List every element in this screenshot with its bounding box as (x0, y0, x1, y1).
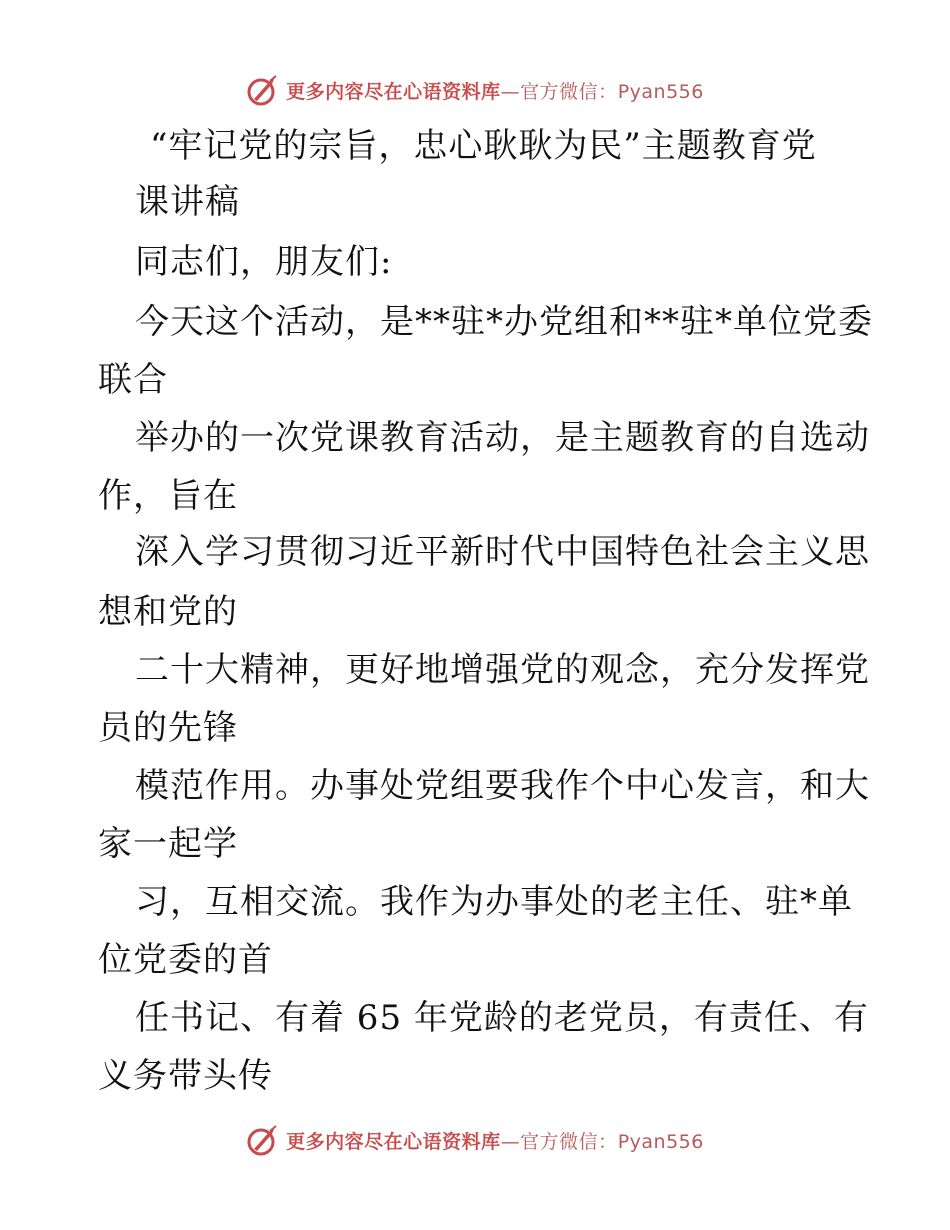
document-title-line-1: “牢记党的宗旨，忠心耿耿为民”主题教育党 (150, 126, 817, 166)
paragraph-line: 习，互相交流。我作为办事处的老主任、驻*单 (135, 882, 853, 922)
paragraph-line: 员的先锋 (98, 708, 238, 748)
footer-watermark-banner (0, 1120, 950, 1160)
paragraph-line: 同志们，朋友们: (135, 242, 393, 282)
watermark-label: 官方微信： (520, 1130, 618, 1153)
watermark-slogan: 更多内容尽在心语资料库 (286, 80, 501, 103)
paragraph-line: 模范作用。办事处党组要我作个中心发言，和大 (135, 766, 870, 806)
paragraph-line: 位党委的首 (98, 940, 273, 980)
paragraph-line: 联合 (98, 360, 168, 400)
paragraph-line: 任书记、有着 65 年党龄的老党员，有责任、有 (135, 998, 869, 1038)
watermark-handle: Pyan556 (617, 80, 704, 103)
watermark-dash: — (500, 80, 521, 103)
quill-pen-circle-icon (246, 73, 280, 107)
watermark-dash: — (500, 1130, 521, 1153)
paragraph-line: 举办的一次党课教育活动，是主题教育的自选动 (135, 418, 870, 458)
watermark-text (286, 77, 704, 104)
header-watermark-banner (0, 70, 950, 110)
watermark-slogan: 更多内容尽在心语资料库 (286, 1130, 501, 1153)
paragraph-line: 今天这个活动，是**驻*办党组和**驻*单位党委 (135, 302, 873, 342)
paragraph-line: 家一起学 (98, 824, 238, 864)
paragraph-line: 二十大精神，更好地增强党的观念，充分发挥党 (135, 650, 870, 690)
paragraph-line: 作，旨在 (98, 476, 238, 516)
watermark-text (286, 1127, 704, 1154)
paragraph-line: 想和党的 (98, 592, 238, 632)
quill-pen-circle-icon (246, 1123, 280, 1157)
watermark-handle: Pyan556 (617, 1130, 704, 1153)
document-title-line-2: 课讲稿 (135, 182, 240, 222)
paragraph-line: 深入学习贯彻习近平新时代中国特色社会主义思 (135, 532, 870, 572)
paragraph-line: 义务带头传 (98, 1056, 273, 1096)
watermark-label: 官方微信： (520, 80, 618, 103)
